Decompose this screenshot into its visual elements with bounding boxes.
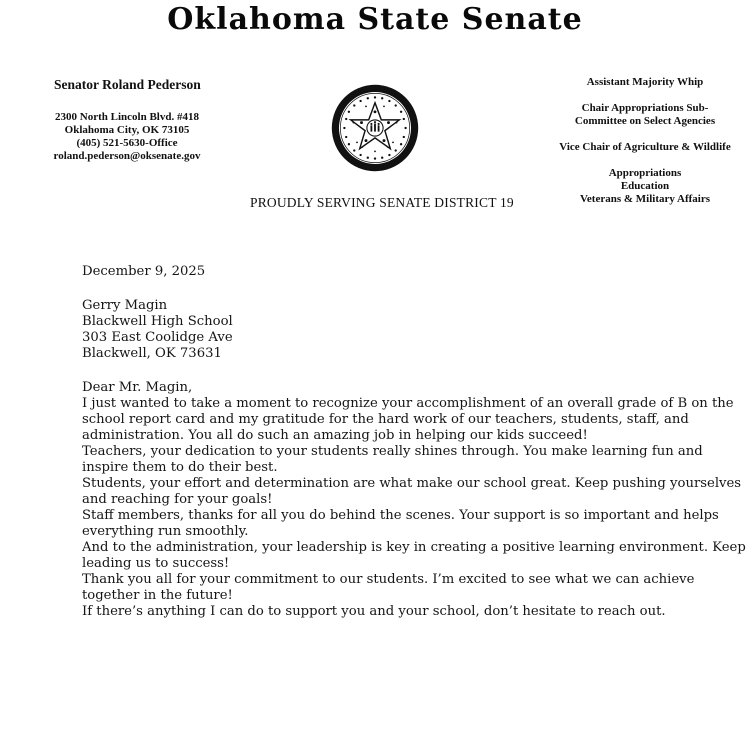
recipient-street: 303 East Coolidge Ave [82, 330, 233, 345]
paragraph-line: everything run smoothly. [82, 524, 249, 539]
address-email: roland.pederson@oksenate.gov [53, 150, 201, 162]
paragraph-line: inspire them to do their best. [82, 460, 278, 475]
role-committee-appropriations: Appropriations [608, 167, 682, 179]
paragraph [82, 604, 722, 620]
salutation: Dear Mr. Magin, [82, 380, 193, 395]
paragraph-line: If there’s anything I can do to support you and your school, don’t hesitate to reach out. [82, 604, 666, 619]
paragraph-line: leading us to success! [82, 556, 230, 571]
paragraph [82, 396, 734, 444]
recipient-name: Gerry Magin [82, 298, 168, 313]
address-city: Oklahoma City, OK 73105 [64, 124, 190, 136]
committee-roles-block [520, 76, 750, 206]
paragraph-line: and reaching for your goals! [82, 492, 273, 507]
paragraph [82, 444, 722, 476]
address-phone: (405) 521-5630-Office [76, 137, 178, 149]
paragraph [82, 476, 742, 508]
paragraph-line: I just wanted to take a moment to recognize your accomplishment of an overall grade of B on the [82, 396, 734, 411]
oklahoma-state-seal-icon [330, 83, 420, 173]
role-chair-line2: Committee on Select Agencies [574, 115, 716, 127]
paragraph-line: And to the administration, your leadership is key in creating a positive learning environment. Keep [82, 540, 746, 555]
role-vice-chair: Vice Chair of Agriculture & Wildlife [559, 141, 731, 153]
paragraph [82, 508, 722, 540]
recipient-address [82, 298, 722, 362]
role-committee-education: Education [620, 180, 670, 192]
paragraph [82, 540, 746, 572]
paragraph-line: Teachers, your dedication to your students really shines through. You make learning fun and [82, 444, 703, 459]
role-committee-veterans: Veterans & Military Affairs [579, 193, 711, 205]
paragraph-line: together in the future! [82, 588, 233, 603]
senator-address [52, 111, 202, 163]
role-whip: Assistant Majority Whip [586, 76, 704, 88]
recipient-city: Blackwell, OK 73631 [82, 346, 222, 361]
address-street: 2300 North Lincoln Blvd. #418 [55, 111, 199, 123]
letterhead-title: Oklahoma State Senate [167, 2, 583, 37]
paragraph [82, 572, 722, 604]
paragraph-line: administration. You all do such an amazing job in helping our kids succeed! [82, 428, 588, 443]
role-chair-line1: Chair Appropriations Sub- [581, 102, 709, 114]
letter-date: December 9, 2025 [82, 264, 206, 279]
paragraph-line: school report card and my gratitude for the hard work of our teachers, students, staff, and [82, 412, 689, 427]
paragraph-line: Students, your effort and determination are what make our school great. Keep pushing yourselves [82, 476, 742, 491]
senator-contact-block [52, 77, 262, 163]
recipient-school: Blackwell High School [82, 314, 233, 329]
letter-body [82, 264, 746, 620]
paragraph-line: Staff members, thanks for all you do behind the scenes. Your support is so important and helps [82, 508, 719, 523]
paragraph-line: Thank you all for your commitment to our students. I’m excited to see what we can achieve [82, 572, 695, 587]
district-line: PROUDLY SERVING SENATE DISTRICT 19 [250, 195, 514, 210]
senator-name: Senator Roland Pederson [54, 77, 201, 92]
